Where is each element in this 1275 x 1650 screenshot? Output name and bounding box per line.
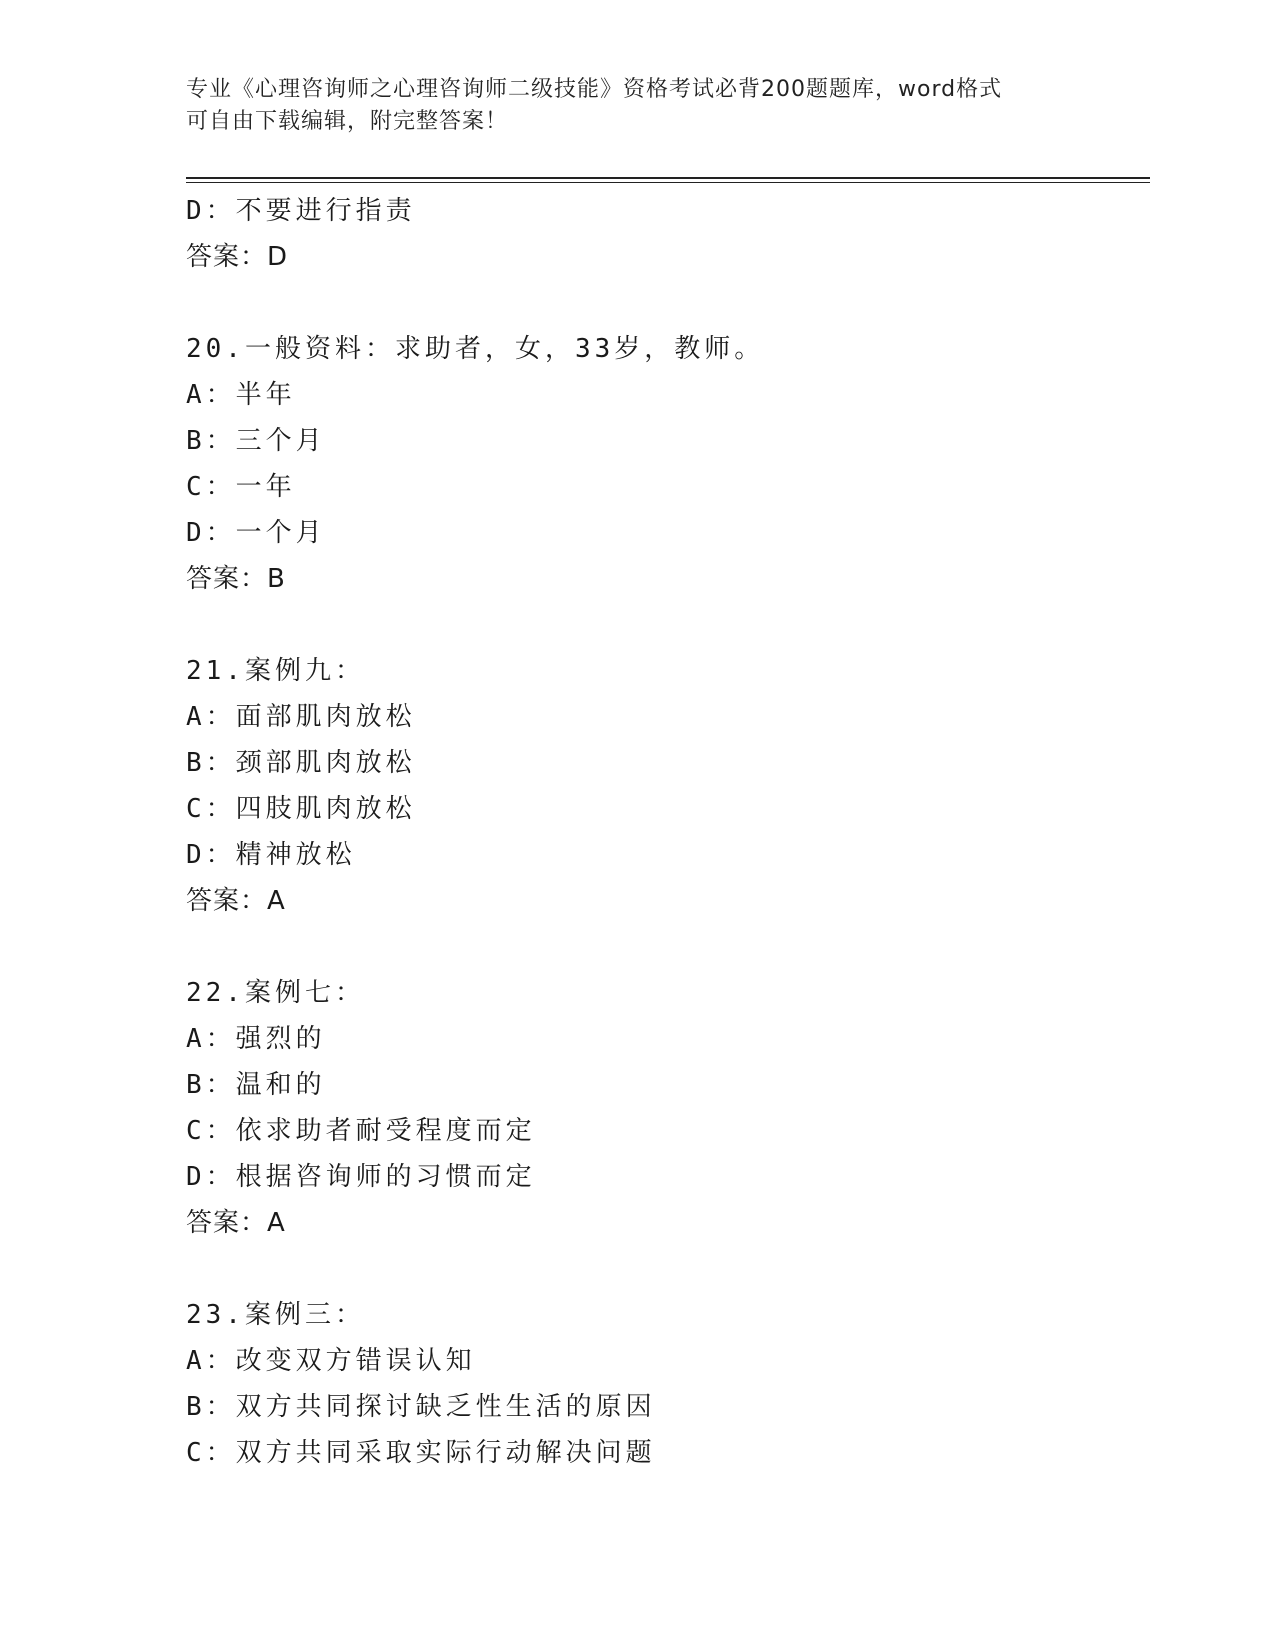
option-d: D：根据咨询师的习惯而定 — [186, 1162, 536, 1192]
option-d: D：不要进行指责 — [186, 196, 416, 226]
answer: 答案：B — [186, 564, 286, 594]
question-stem: 23.案例三： — [186, 1300, 365, 1330]
option-b: B：颈部肌肉放松 — [186, 748, 416, 778]
option-a: A：面部肌肉放松 — [186, 702, 416, 732]
question-list — [186, 188, 1146, 1476]
header-divider-thin — [186, 182, 1150, 183]
option-c: C：双方共同采取实际行动解决问题 — [186, 1438, 656, 1468]
spacer — [186, 602, 1146, 648]
question-stem: 22.案例七： — [186, 978, 365, 1008]
option-c: C：依求助者耐受程度而定 — [186, 1116, 536, 1146]
option-b: B：温和的 — [186, 1070, 326, 1100]
option-d: D：一个月 — [186, 518, 326, 548]
answer: 答案：D — [186, 242, 289, 272]
option-c: C：一年 — [186, 472, 296, 502]
option-a: A：强烈的 — [186, 1024, 326, 1054]
header-divider-thick — [186, 177, 1150, 179]
header-line-2: 可自由下载编辑，附完整答案！ — [186, 109, 509, 134]
option-b: B：三个月 — [186, 426, 326, 456]
spacer — [186, 280, 1146, 326]
spacer — [186, 924, 1146, 970]
question-stem: 20.一般资料：求助者，女，33岁，教师。 — [186, 334, 765, 364]
answer: 答案：A — [186, 1208, 286, 1238]
header-line-1: 专业《心理咨询师之心理咨询师二级技能》资格考试必背200题题库，word格式 — [186, 77, 1003, 102]
option-c: C：四肢肌肉放松 — [186, 794, 416, 824]
question-stem: 21.案例九： — [186, 656, 365, 686]
option-a: A：改变双方错误认知 — [186, 1346, 476, 1376]
answer: 答案：A — [186, 886, 286, 916]
option-a: A：半年 — [186, 380, 296, 410]
document-header — [186, 74, 1086, 138]
spacer — [186, 1246, 1146, 1292]
option-d: D：精神放松 — [186, 840, 356, 870]
option-b: B：双方共同探讨缺乏性生活的原因 — [186, 1392, 656, 1422]
